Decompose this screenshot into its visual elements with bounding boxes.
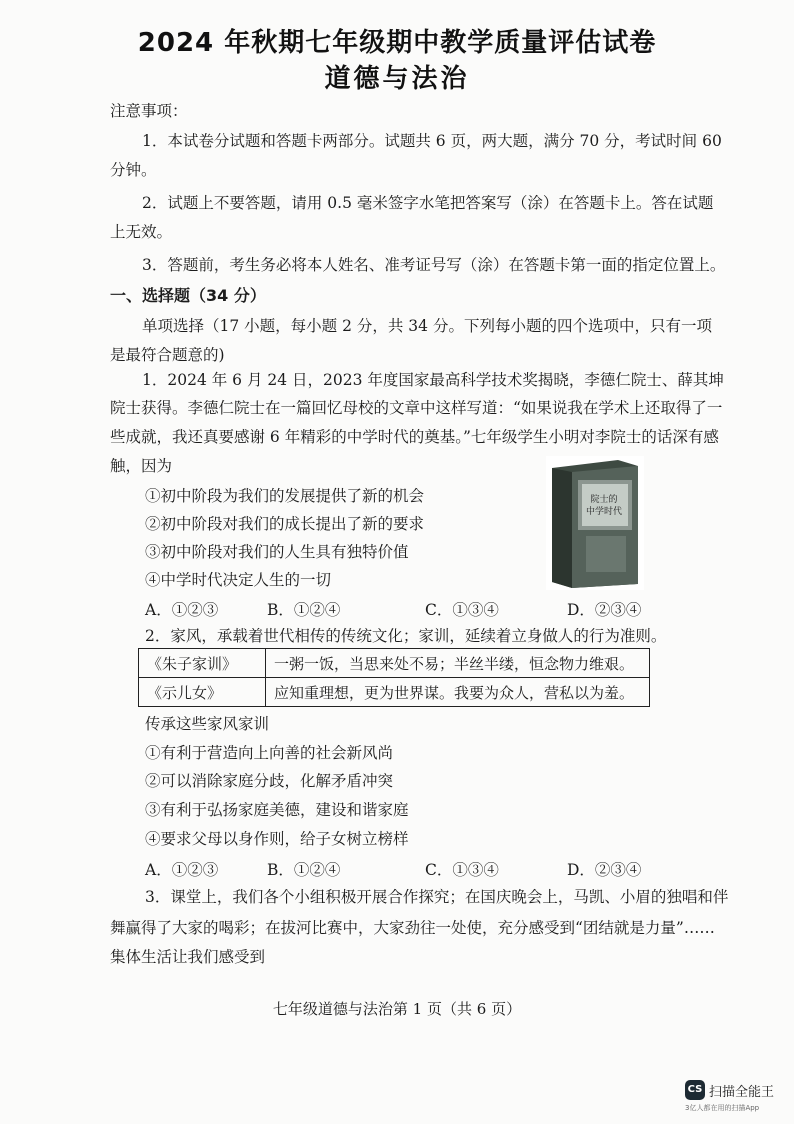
book-title-line-2: 中学时代 — [585, 507, 623, 517]
note-1-line-2: 分钟。 — [110, 161, 157, 179]
section-1-heading: 一、选择题（34 分） — [110, 286, 266, 305]
q1-stem-line-1: 1．2024 年 6 月 24 日，2023 年度国家最高科学技术奖揭晓，李德仁院士、薛其坤 — [142, 371, 724, 389]
section-1-intro-line-2: 是最符合题意的) — [110, 346, 225, 364]
q1-option-d[interactable]: D．②③④ — [567, 601, 642, 619]
q3-stem-line-3: 集体生活让我们感受到 — [110, 948, 266, 966]
note-3-line-1: 3．答题前，考生务必将本人姓名、准考证号写（涂）在答题卡第一面的指定位置上。 — [142, 256, 726, 274]
camscanner-logo-icon: CS — [685, 1080, 705, 1100]
family-rules-table — [138, 648, 650, 707]
q1-statement-2: ②初中阶段对我们的成长提出了新的要求 — [145, 515, 425, 533]
q2-option-a[interactable]: A．①②③ — [145, 861, 219, 879]
q1-statement-1: ①初中阶段为我们的发展提供了新的机会 — [145, 487, 425, 505]
q3-stem-line-2: 舞赢得了大家的喝彩；在拔河比赛中，大家劲往一处使，充分感受到“团结就是力量”…… — [110, 919, 715, 937]
q1-option-a[interactable]: A．①②③ — [145, 601, 219, 619]
q2-option-c[interactable]: C．①③④ — [425, 861, 499, 879]
q1-statement-3: ③初中阶段对我们的人生具有独特价值 — [145, 543, 409, 561]
exam-title: 2024 年秋期七年级期中教学质量评估试卷 — [137, 28, 657, 58]
q2-statement-1: ①有利于营造向上向善的社会新风尚 — [145, 744, 394, 762]
q2-option-b[interactable]: B．①②④ — [267, 861, 341, 879]
q2-option-d[interactable]: D．②③④ — [567, 861, 642, 879]
q1-option-c[interactable]: C．①③④ — [425, 601, 499, 619]
exam-subject: 道德与法治 — [324, 64, 470, 94]
q2-statement-3: ③有利于弘扬家庭美德，建设和谐家庭 — [145, 801, 409, 819]
q2-stem: 2．家风，承载着世代相传的传统文化；家训，延续着立身做人的行为准则。 — [145, 627, 667, 645]
table-cell-content: 应知重理想，更为世界谋。我要为众人，营私以为羞。 — [266, 678, 650, 707]
table-cell-title: 《朱子家训》 — [139, 649, 266, 678]
q1-stem-line-4: 触，因为 — [110, 457, 173, 475]
table-row — [139, 649, 650, 678]
watermark-name: 扫描全能王 — [709, 1085, 775, 1100]
q1-stem-line-2: 院士获得。李德仁院士在一篇回忆母校的文章中这样写道：“如果说我在学术上还取得了一 — [110, 399, 723, 417]
watermark-sub: 3亿人都在用的扫描App — [685, 1104, 760, 1112]
q2-lead: 传承这些家风家训 — [145, 715, 270, 733]
table-cell-title: 《示儿女》 — [139, 678, 266, 707]
table-row — [139, 678, 650, 707]
note-2-line-2: 上无效。 — [110, 223, 173, 241]
q1-option-b[interactable]: B．①②④ — [267, 601, 341, 619]
book-title-line-1: 院士的 — [590, 495, 618, 505]
q1-statement-4: ④中学时代决定人生的一切 — [145, 571, 332, 589]
q2-statement-2: ②可以消除家庭分歧，化解矛盾冲突 — [145, 772, 394, 790]
note-1-line-1: 1．本试卷分试题和答题卡两部分。试题共 6 页，两大题，满分 70 分，考试时间 60 — [142, 132, 722, 150]
q2-statement-4: ④要求父母以身作则，给子女树立榜样 — [145, 830, 409, 848]
section-1-intro-line-1: 单项选择（17 小题，每小题 2 分，共 34 分。下列每小题的四个选项中，只有一项 — [142, 317, 712, 335]
note-2-line-1: 2．试题上不要答题，请用 0.5 毫米签字水笔把答案写（涂）在答题卡上。答在试题 — [142, 194, 714, 212]
notes-heading: 注意事项： — [110, 102, 188, 120]
q3-stem-line-1: 3．课堂上，我们各个小组积极开展合作探究；在国庆晚会上，马凯、小眉的独唱和伴 — [145, 888, 729, 906]
book-image — [546, 456, 644, 590]
table-cell-content: 一粥一饭，当思来处不易；半丝半缕，恒念物力维艰。 — [266, 649, 650, 678]
page-footer: 七年级道德与法治第 1 页（共 6 页） — [272, 1000, 522, 1018]
q1-stem-line-3: 些成就，我还真要感谢 6 年精彩的中学时代的奠基。”七年级学生小明对李院士的话深有感 — [110, 428, 719, 446]
scanner-watermark — [685, 1080, 789, 1120]
